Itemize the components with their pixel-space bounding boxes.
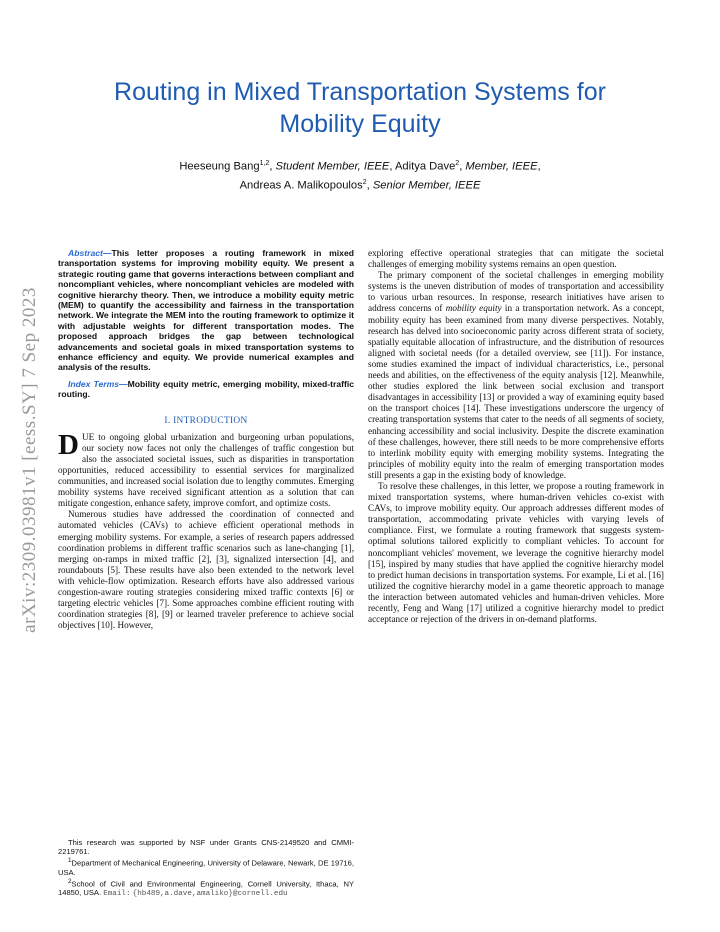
index-terms-text: Mobility equity metric, emerging mobility, mixed-traffic routing. xyxy=(58,378,355,400)
author-2-name: Aditya Dave xyxy=(394,160,456,173)
footnote-1-text: Department of Mechanical Engineering, University of Delaware, Newark, DE 19716, USA. xyxy=(58,858,354,877)
abstract xyxy=(58,248,354,373)
author-2-role: Member, IEEE xyxy=(465,160,538,173)
paper-title xyxy=(40,76,680,140)
abstract-label: Abstract— xyxy=(68,248,112,258)
author-line-1: Heeseung Bang$^{1,2}$, Student Member, IEEE, Aditya Dave$^2$, Member, IEEE, xyxy=(179,160,541,173)
drop-cap: D xyxy=(58,428,79,461)
section-heading-introduction: I. INTRODUCTION xyxy=(164,415,248,426)
footnote-1-marker: 1 xyxy=(68,857,72,864)
intro-paragraph-1 xyxy=(58,428,354,510)
footnotes xyxy=(58,838,354,899)
author-3-affiliation: 2 xyxy=(362,178,367,186)
intro-paragraph-1-text: UE to ongoing global urbanization and burgeoning urban populations, our society now faces not only the challenges of traffic congestion but also the associated societal issues, such as disparities in transportation opportunities, reduced accessibility to essential services for marginalized communities, and increased social isolation due to lengthy commutes. Emerging mobility systems have received significant attention as a solution that can mitigate congestion, enhance safety, improve comfort, and optimize costs. xyxy=(58,431,354,509)
footnote-affiliation-2 xyxy=(58,877,354,900)
author-1-role: Student Member, IEEE xyxy=(275,160,390,173)
author-3-name: Andreas A. Malikopoulos xyxy=(239,179,363,192)
arxiv-stamp xyxy=(10,250,50,670)
title-line-1: Routing in Mixed Transportation Systems for xyxy=(114,78,606,106)
author-1-affiliation: 1,2 xyxy=(259,160,270,167)
abstract-text: This letter proposes a routing framework in mixed transportation systems for improving mobility equity. We present a strategic routing game that governs interactions between compliant and noncompliant vehicles, where noncompliant vehicles are modeled with cognitive hierarchy theory. Then, we introduce a mobility equity metric (MEM) to quantify the accessibility and fairness in the transportation network. We integrate the MEM into the routing framework to optimize it with adjustable weights for different transportation modes. The proposed approach bridges the gap between technological advancements and societal goals in mixed transportation systems to enhance efficiency and equity. We provide numerical examples and analysis of the results. xyxy=(58,248,354,373)
author-2-affiliation: 2 xyxy=(455,160,460,167)
email-label: Email: xyxy=(103,890,131,899)
intro-paragraph-2-continued: exploring effective operational strategies that can mitigate the societal challenges of emerging mobility systems remains an open question. xyxy=(368,248,664,270)
author-list xyxy=(60,156,660,193)
footnote-affiliation-1 xyxy=(58,856,354,877)
intro-paragraph-3-text-b: in a transportation network. As a concept, mobility equity has been examined from many diverse perspectives. Notably, research has delved into socioeconomic parity across different strata of society, spatially equitable allocation of infrastructure, and the distribution of resources aligned with societal needs (for a detailed overview, see [11]). For instance, some studies examined the impact of individual characteristics, i.e., personal needs and abilities, on the effectiveness of the equity analysis [12]. Meanwhile, other studies explored the link between social exclusion and transport disadvantages in accessibility [13] or provided a way of examining equity based on the transport choices [14]. These investigations underscore the urgency of creating transportation systems that cater to the needs of all segments of society, enhancing accessibility and social inclusivity. Despite the discrete examination of these challenges, however, there still needs to be more comprehensive efforts to interlink mobility equity with emerging mobility systems. Integrating the principles of mobility equity into the realm of emerging transportation modes still presents a gap in the existing body of knowledge. xyxy=(368,303,664,480)
left-column xyxy=(58,248,354,631)
footnote-funding: This research was supported by NSF under Grants CNS-2149520 and CMMI-2219761. xyxy=(58,838,354,856)
arxiv-stamp-text: arXiv:2309.03981v1 [eess.SY] 7 Sep 2023 xyxy=(19,287,41,633)
author-line-2: Andreas A. Malikopoulos$^2$, Senior Member, IEEE xyxy=(239,178,481,192)
mobility-equity-term: mobility equity xyxy=(445,303,502,314)
intro-paragraph-3 xyxy=(368,270,664,481)
intro-paragraph-3-text-a: The primary component of the societal challenges in emerging mobility systems is the uneven distribution of modes of transportation and accessibility to various urban resources. In response, research initiatives have arisen to address concerns of xyxy=(368,270,664,314)
title-line-2: Mobility Equity xyxy=(279,110,441,138)
index-terms xyxy=(58,379,354,400)
email-addresses[interactable]: {hb489,a.dave,amaliko}@cornell.edu xyxy=(132,890,288,899)
author-1-name: Heeseung Bang xyxy=(179,160,260,173)
author-3-role: Senior Member, IEEE xyxy=(372,179,481,192)
right-column xyxy=(368,248,664,625)
footnote-2-text: School of Civil and Environmental Engineering, Cornell University, Ithaca, NY 14850, USA. xyxy=(58,879,354,898)
intro-paragraph-4: To resolve these challenges, in this letter, we propose a routing framework in mixed transportation systems, where human-driven vehicles co-exist with CAVs, to improve mobility equity. Our approach addresses different modes of transportation, accommodating private vehicles with varying levels of compliance. First, we formulate a routing framework that suggests system-optimal solutions tailored explicitly to compliant vehicles. To account for noncompliant vehicles' movement, we leverage the cognitive hierarchy model [15], inspired by many studies that have applied the cognitive hierarchy model to predict human decisions in transportation systems. For example, Li et al. [16] utilized the cognitive hierarchy model in a game theoretic approach to manage the interaction between automated vehicles and human-driven vehicles. More recently, Feng and Wang [17] utilized a cognitive hierarchy model to predict acceptance or rejection of the drivers in on-demand platforms. xyxy=(368,480,664,625)
intro-paragraph-2: Numerous studies have addressed the coordination of connected and automated vehicles (CAVs) to achieve efficient operational methods in emerging mobility systems. For example, a series of research papers addressed coordination problems in different traffic scenarios such as lane-changing [1], merging on-ramps in mixed traffic [2], [3], signalized intersection [4], and roundabouts [5]. These results have also been extended to the network level with vehicle-flow optimization. Research efforts have also addressed various congestion-aware routing strategies considering mixed traffic contexts [6] or targeting electric vehicles [7]. Some approaches combine efficient routing with coordination strategies [8], [9] or learned traveler preference to achieve social objectives [10]. However, xyxy=(58,509,354,631)
index-terms-label: Index Terms— xyxy=(68,378,128,389)
footnote-2-marker: 2 xyxy=(68,877,72,885)
